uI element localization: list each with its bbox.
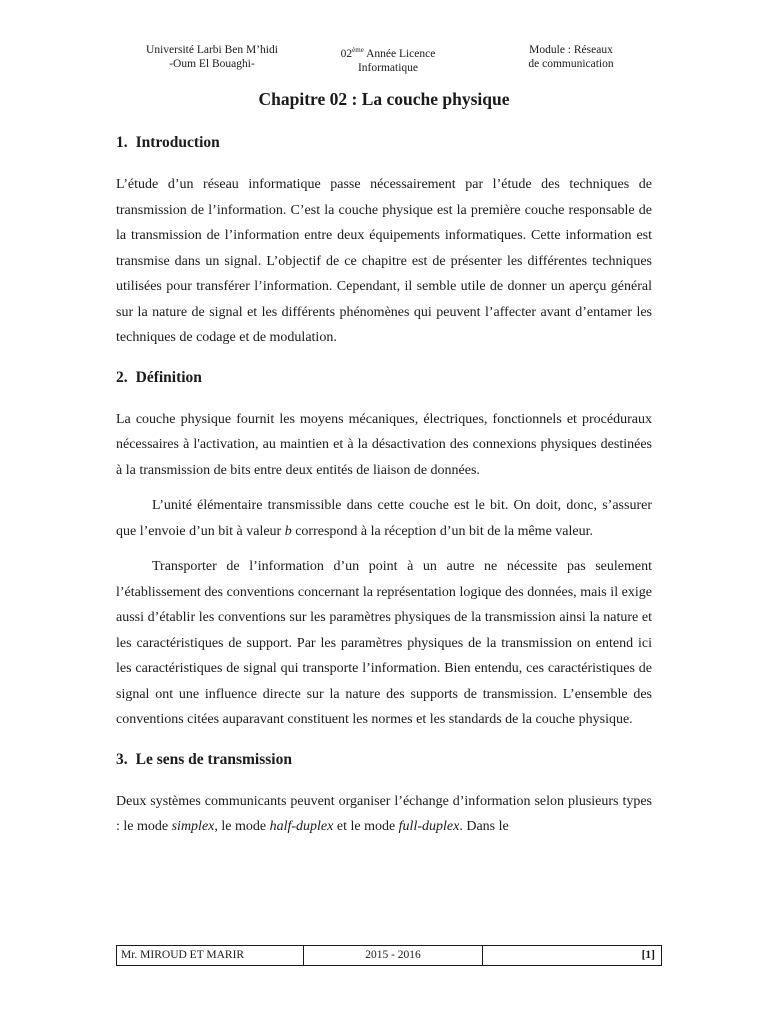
header-module <box>486 43 656 71</box>
header-level <box>300 43 476 75</box>
section-heading-definition: 2. Définition <box>116 368 202 386</box>
header-university <box>122 43 302 71</box>
header-university-city: -Oum El Bouaghi- <box>169 58 255 70</box>
paragraph-introduction: L’étude d’un réseau informatique passe nécessairement par l’étude des techniques de transmission de l’information. C’est la couche physique est la première couche responsable de la transmission de l’information entre deux équipements informatiques. Cette information est transmise dans un signal. L’objectif de ce chapitre est de présenter les différentes techniques utilisées pour transférer l’information. Cependant, il semble utile de donner un aperçu général sur la nature de signal et les différents phénomènes qui peuvent l’affecter avant d’entamer les techniques de codage et de modulation. <box>116 177 652 345</box>
paragraph-definition-1: La couche physique fournit les moyens mécaniques, électriques, fonctionnels et procéduraux nécessaires à l'activation, au maintien et à la désactivation des connexions physiques destinées à la transmission de bits entre deux entités de liaison de données. <box>116 411 652 478</box>
paragraph-transmission-direction: Deux systèmes communicants peuvent organiser l’échange d’information selon plusieurs types : le mode simplex, le mode half-duplex et le mode full-duplex. Dans le <box>116 793 652 834</box>
chapter-title: Chapitre 02 : La couche physique <box>258 89 510 109</box>
header-module-subject: de communication <box>528 58 614 70</box>
section-heading-transmission-direction: 3. Le sens de transmission <box>116 750 292 768</box>
header-level-year: 02ème Année Licence <box>340 46 436 60</box>
footer-page-number: [1] <box>641 949 655 961</box>
header-university-name: Université Larbi Ben M’hidi <box>146 44 278 56</box>
footer-year: 2015 - 2016 <box>304 946 483 965</box>
paragraph-definition-3: Transporter de l’information d’un point à un autre ne nécessite pas seulement l’établissement des conventions concernant la représentation logique des données, mais il exige aussi d’établir les conventions sur les paramètres physiques de la transmission ainsi la nature et les caractéristiques de support. Par les paramètres physiques de la transmission on entend ici les caractéristiques de signal qui transporte l’information. Bien entendu, ces caractéristiques de signal ont une influence directe sur la nature des supports de transmission. L’ensemble des conventions citées auparavant constituent les normes et les standards de la couche physique. <box>116 559 652 727</box>
header-level-field: Informatique <box>357 61 419 74</box>
section-heading-introduction: 1. Introduction <box>116 134 220 151</box>
document-body <box>116 132 652 850</box>
page-footer <box>116 945 662 966</box>
header-module-name: Module : Réseaux <box>529 44 613 56</box>
paragraph-definition-2: L’unité élémentaire transmissible dans cette couche est le bit. On doit, donc, s’assurer que l’envoie d’un bit à valeur b correspond à la réception d’un bit de la même valeur. <box>116 498 652 539</box>
footer-authors: Mr. MIROUD ET MARIR <box>117 946 304 965</box>
